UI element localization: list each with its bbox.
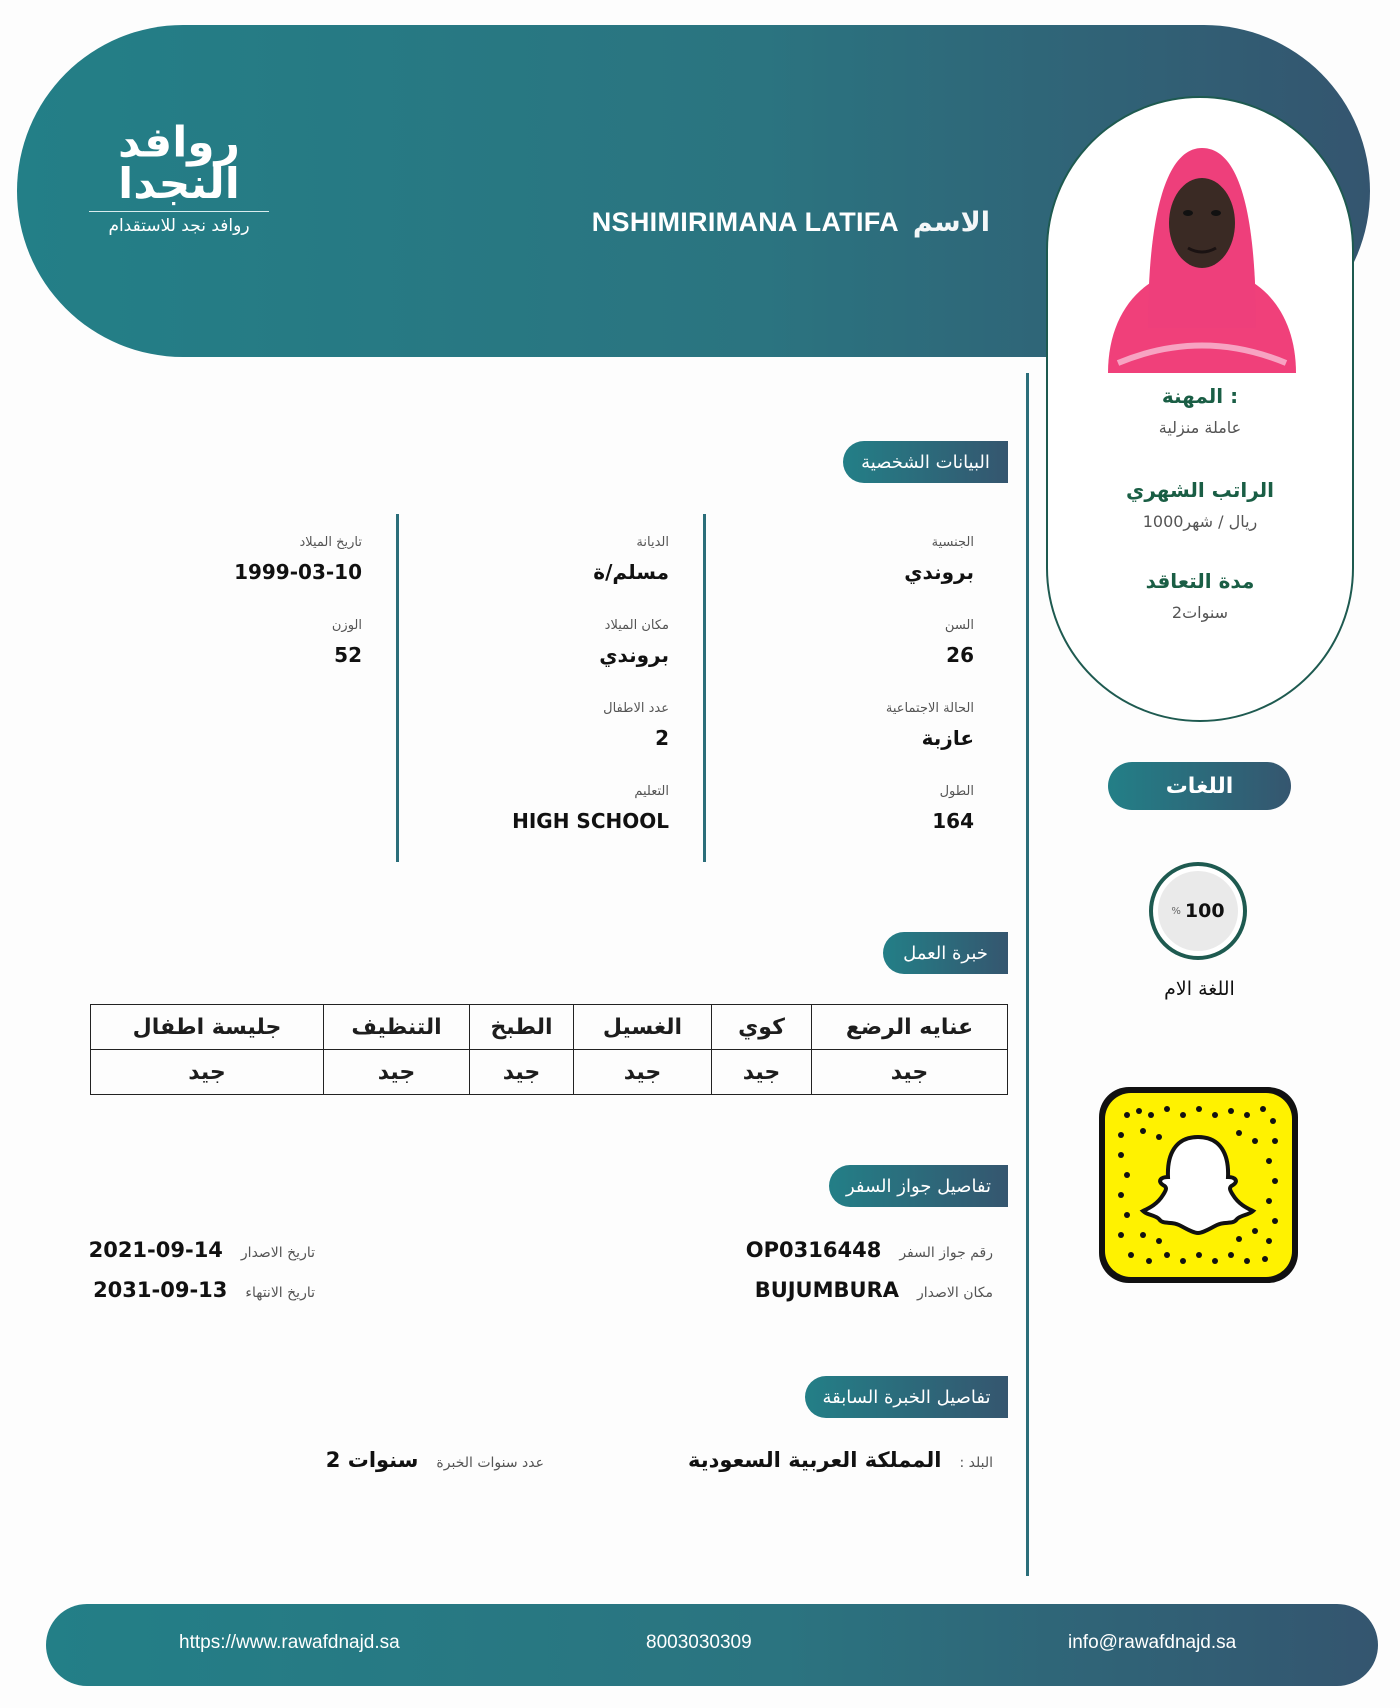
contract-block	[1048, 569, 1352, 622]
language-percent-value: 100	[1184, 900, 1225, 922]
table-row	[91, 1050, 1008, 1095]
skills-table	[90, 1004, 1008, 1095]
birthdate-value: 1999-03-10	[234, 560, 362, 584]
section-previous: تفاصيل الخبرة السابقة	[805, 1376, 1008, 1418]
birthdate-field	[234, 535, 362, 584]
height-field	[932, 784, 974, 833]
footer-bar	[46, 1604, 1378, 1686]
table-header-row	[91, 1005, 1008, 1050]
education-field	[512, 784, 669, 833]
column-divider	[703, 514, 706, 862]
passport-issue-row	[89, 1238, 315, 1262]
marital-label: الحالة الاجتماعية	[885, 701, 974, 716]
worker-photo	[1088, 128, 1316, 373]
passport-number-label: رقم جواز السفر	[899, 1245, 993, 1261]
timeline-line	[1026, 373, 1029, 1576]
marital-field	[886, 701, 974, 750]
birthplace-label: مكان الميلاد	[604, 618, 669, 633]
skill-header: جليسة اطفال	[91, 1005, 324, 1050]
passport-place-label: مكان الاصدار	[917, 1285, 993, 1301]
salary-block	[1048, 478, 1352, 531]
prev-country-value: المملكة العربية السعودية	[688, 1448, 942, 1472]
birthdate-label: تاريخ الميلاد	[299, 535, 362, 550]
profession-value: عاملة منزلية	[1158, 418, 1242, 437]
skill-value: جيد	[91, 1050, 324, 1095]
nationality-value: بروندي	[904, 560, 974, 584]
snapchat-code-icon[interactable]	[1097, 1085, 1300, 1285]
education-label: التعليم	[634, 784, 669, 799]
prev-years-row	[326, 1448, 544, 1472]
passport-expiry-row	[93, 1278, 315, 1302]
contract-value: 2سنوات	[1171, 603, 1229, 622]
language-name: اللغة الام	[1164, 978, 1235, 1000]
profession-block	[1048, 384, 1352, 437]
language-progress-ring	[1149, 862, 1247, 960]
passport-place-value: BUJUMBURA	[754, 1278, 899, 1302]
section-personal: البيانات الشخصية	[843, 441, 1008, 483]
footer-phone[interactable]: 8003030309	[646, 1632, 752, 1653]
height-value: 164	[932, 809, 974, 833]
logo-subtitle: روافد نجد للاستقدام	[108, 216, 250, 236]
skill-value: جيد	[712, 1050, 812, 1095]
passport-number-row	[746, 1238, 993, 1262]
nationality-field	[904, 535, 974, 584]
section-experience: خبرة العمل	[883, 932, 1008, 974]
religion-label: الديانة	[636, 535, 669, 550]
footer-email-link[interactable]: info@rawafdnajd.sa	[1068, 1632, 1237, 1653]
salary-value: 1000ريال / شهر	[1142, 512, 1258, 531]
language-percent-sign: %	[1171, 905, 1181, 917]
prev-country-row	[688, 1448, 993, 1472]
section-passport: تفاصيل جواز السفر	[829, 1165, 1008, 1207]
skill-value: جيد	[324, 1050, 470, 1095]
skill-value: جيد	[812, 1050, 1008, 1095]
passport-expiry-value: 2031-09-13	[93, 1278, 228, 1302]
prev-years-label: عدد سنوات الخبرة	[436, 1455, 544, 1471]
passport-issue-label: تاريخ الاصدار	[240, 1245, 315, 1261]
prev-years-value: 2 سنوات	[325, 1448, 419, 1472]
profession-label: المهنة :	[1161, 384, 1239, 408]
children-label: عدد الاطفال	[603, 701, 669, 716]
passport-number-value: OP0316448	[745, 1238, 882, 1262]
passport-expiry-label: تاريخ الانتهاء	[245, 1285, 315, 1301]
prev-country-label: البلد :	[959, 1455, 993, 1471]
worker-name	[592, 207, 990, 238]
company-logo	[89, 120, 269, 236]
birthplace-value: بروندي	[599, 643, 669, 667]
logo-divider	[89, 211, 269, 212]
name-label: الاسم	[912, 207, 990, 238]
skill-header: كوي	[712, 1005, 812, 1050]
religion-value: مسلم/ة	[593, 560, 669, 584]
language-progress-inner	[1158, 871, 1238, 951]
skill-header: الطبخ	[470, 1005, 574, 1050]
height-label: الطول	[939, 784, 974, 799]
passport-place-row	[755, 1278, 993, 1302]
nationality-label: الجنسية	[931, 535, 974, 550]
column-divider	[396, 514, 399, 862]
children-field	[603, 701, 669, 750]
religion-field	[593, 535, 669, 584]
weight-label: الوزن	[331, 618, 362, 633]
marital-value: عازبة	[921, 726, 974, 750]
name-value: NSHIMIRIMANA LATIFA	[591, 207, 899, 237]
skill-header: عنايه الرضع	[812, 1005, 1008, 1050]
age-label: السن	[944, 618, 974, 633]
skill-header: الغسيل	[574, 1005, 712, 1050]
passport-issue-value: 2021-09-14	[88, 1238, 223, 1262]
weight-field	[332, 618, 362, 667]
languages-title: اللغات	[1108, 762, 1291, 810]
age-field	[945, 618, 974, 667]
profile-card	[1046, 96, 1354, 722]
footer-website-link[interactable]: https://www.rawafdnajd.sa	[179, 1632, 400, 1653]
weight-value: 52	[334, 643, 362, 667]
skill-value: جيد	[574, 1050, 712, 1095]
logo-mark: روافد النجدا	[118, 118, 240, 209]
children-value: 2	[655, 726, 669, 750]
salary-label: الراتب الشهري	[1126, 478, 1274, 502]
education-value: HIGH SCHOOL	[512, 809, 669, 833]
skill-value: جيد	[470, 1050, 574, 1095]
skill-header: التنظيف	[324, 1005, 470, 1050]
age-value: 26	[946, 643, 974, 667]
birthplace-field	[599, 618, 669, 667]
contract-label: مدة التعاقد	[1145, 569, 1255, 593]
